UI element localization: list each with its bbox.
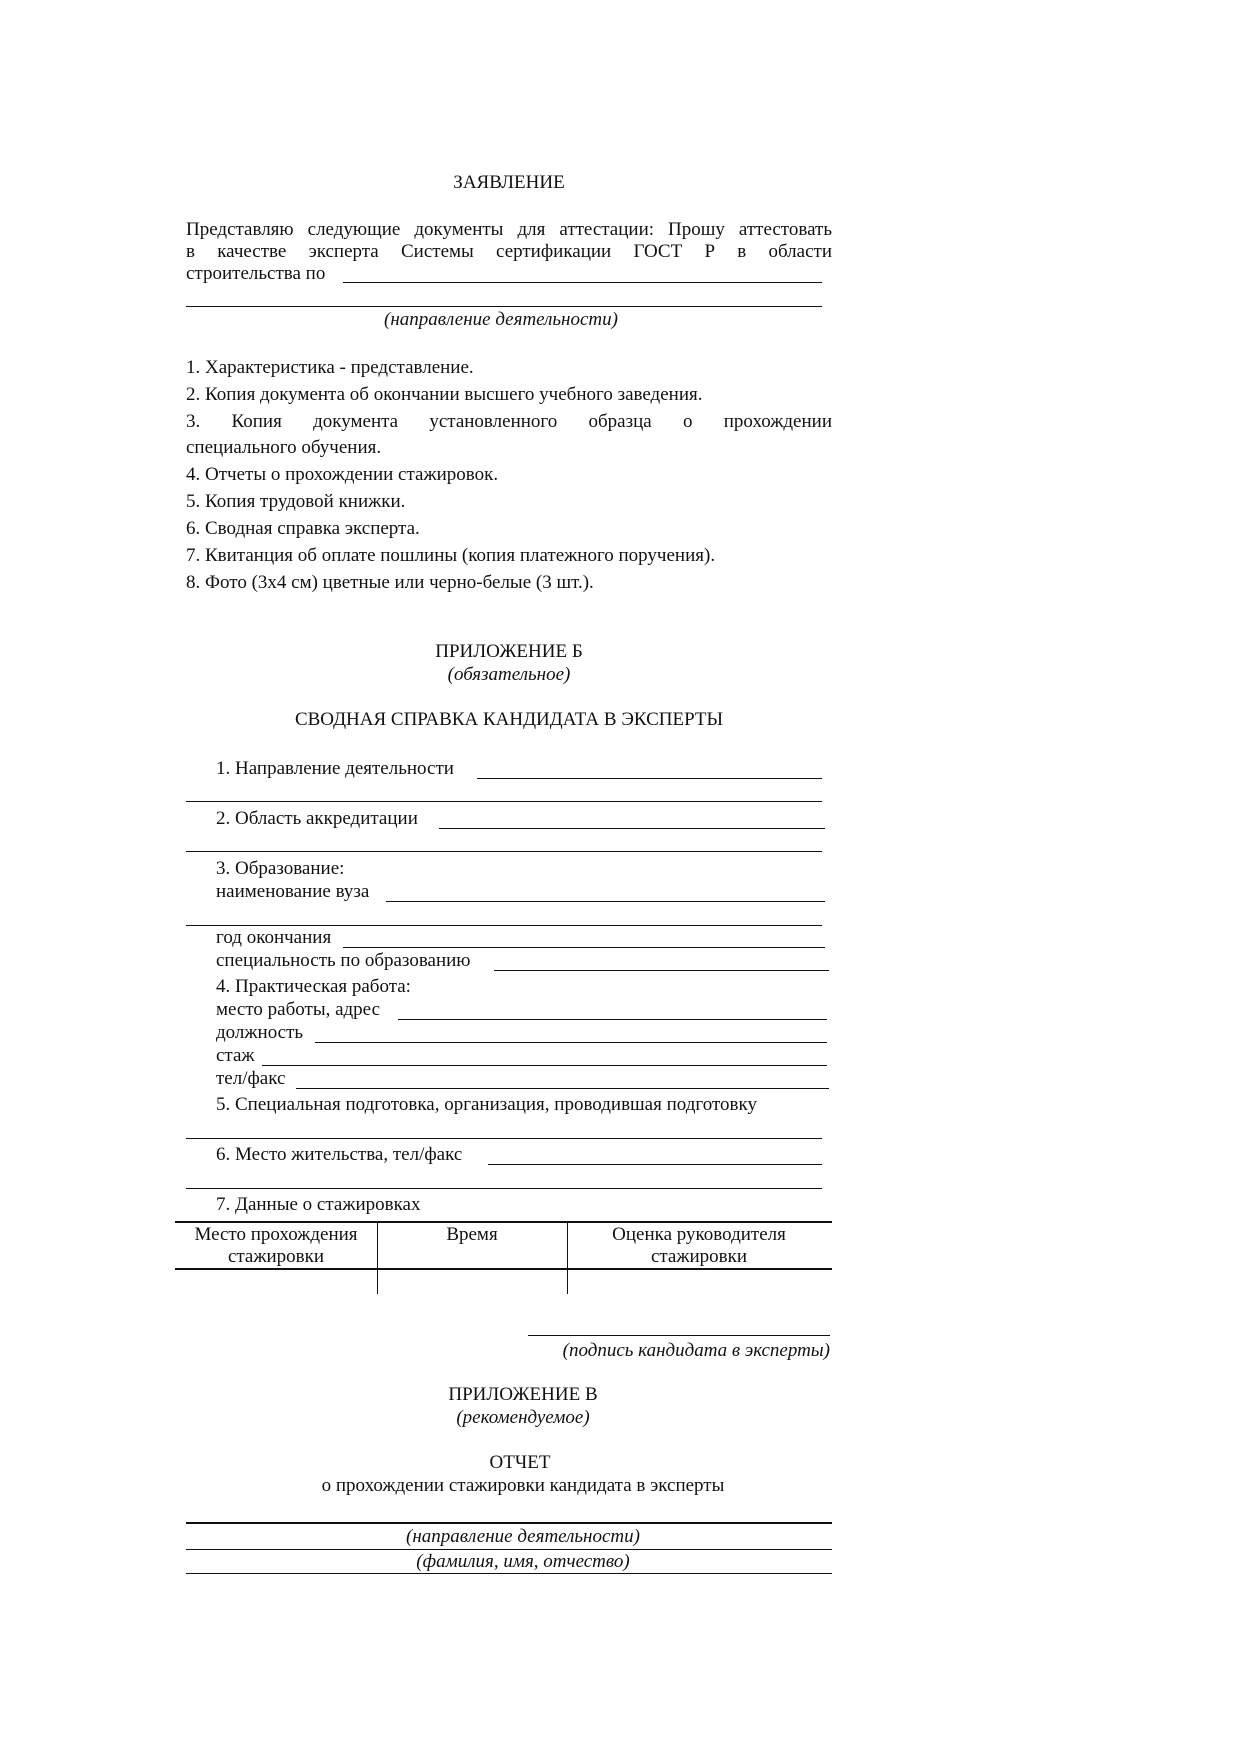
direction-caption-text: (направление деятельности) xyxy=(384,309,618,330)
field-position-line xyxy=(315,1042,827,1043)
report-name-line xyxy=(186,1549,832,1550)
table-header-place: Место прохождения стажировки xyxy=(194,1224,358,1267)
field-specialty-line xyxy=(494,970,829,971)
signature-caption: (подпись кандидата в эксперты) xyxy=(562,1340,830,1361)
report-direction-line xyxy=(186,1522,832,1524)
doc-item-8: 8. Фото (3х4 см) цветные или черно-белые (3 шт.). xyxy=(186,572,594,593)
field-position-label: должность xyxy=(216,1022,304,1043)
field-graduation-year-line xyxy=(343,947,825,948)
field-special-training-label: 5. Специальная подготовка, организация, проводившая подготовку xyxy=(216,1094,757,1115)
field-practical-label: 4. Практическая работа: xyxy=(216,976,411,997)
direction-blank-line-2 xyxy=(186,306,822,307)
appendix-v-subtitle: о прохождении стажировки кандидата в эксперты xyxy=(321,1475,725,1496)
appendix-v-title: ОТЧЕТ xyxy=(489,1452,551,1473)
doc-item-6: 6. Сводная справка эксперта. xyxy=(186,518,420,539)
table-header-border xyxy=(175,1268,832,1270)
table-top-border xyxy=(175,1221,832,1223)
application-intro-line3-text: строительства по xyxy=(186,263,326,284)
field-specialty-label: специальность по образованию xyxy=(216,950,471,971)
direction-blank-line xyxy=(343,282,822,283)
field-phone-line xyxy=(296,1088,829,1089)
field-direction-line xyxy=(477,778,822,779)
field-workplace-line xyxy=(398,1019,827,1020)
doc-item-7: 7. Квитанция об оплате пошлины (копия платежного поручения). xyxy=(186,545,716,566)
appendix-b-status: (обязательное) xyxy=(447,664,571,685)
report-name-caption: (фамилия, имя, отчество) xyxy=(416,1551,630,1572)
table-col-divider-2 xyxy=(567,1222,568,1294)
field-residence-line xyxy=(488,1164,822,1165)
field-university-label: наименование вуза xyxy=(216,881,370,902)
table-header-evaluation: Оценка руководителя стажировки xyxy=(612,1224,786,1267)
field-experience-line xyxy=(262,1065,827,1066)
doc-item-5: 5. Копия трудовой книжки. xyxy=(186,491,406,512)
appendix-b-heading: ПРИЛОЖЕНИЕ Б xyxy=(435,641,583,662)
field-residence-label: 6. Место жительства, тел/факс xyxy=(216,1144,463,1165)
application-title: ЗАЯВЛЕНИЕ xyxy=(453,172,565,193)
appendix-v-heading: ПРИЛОЖЕНИЕ В xyxy=(448,1384,598,1405)
field-accreditation-label: 2. Область аккредитации xyxy=(216,808,418,829)
field-workplace-label: место работы, адрес xyxy=(216,999,381,1020)
table-header-time: Время xyxy=(446,1224,498,1245)
doc-item-2: 2. Копия документа об окончании высшего учебного заведения. xyxy=(186,384,703,405)
field-education-label: 3. Образование: xyxy=(216,858,345,879)
field-accreditation-line-2 xyxy=(186,851,822,852)
table-col-divider-1 xyxy=(377,1222,378,1294)
appendix-b-title: СВОДНАЯ СПРАВКА КАНДИДАТА В ЭКСПЕРТЫ xyxy=(294,709,724,730)
doc-item-3: 3. Копия документа установленного образца о прохождении xyxy=(186,411,832,432)
field-university-line-2 xyxy=(186,925,822,926)
field-internships-label: 7. Данные о стажировках xyxy=(216,1194,421,1215)
field-accreditation-line xyxy=(439,828,825,829)
field-direction-label: 1. Направление деятельности xyxy=(216,758,454,779)
field-special-training-line xyxy=(186,1138,822,1139)
signature-line xyxy=(528,1335,830,1336)
doc-item-1: 1. Характеристика - представление. xyxy=(186,357,474,378)
field-phone-label: тел/факс xyxy=(216,1068,286,1089)
field-residence-line-2 xyxy=(186,1188,822,1189)
field-graduation-year-label: год окончания xyxy=(216,927,332,948)
application-intro-line3 xyxy=(186,263,325,285)
field-experience-label: стаж xyxy=(216,1045,255,1066)
report-bottom-line xyxy=(186,1573,832,1574)
field-direction-line-2 xyxy=(186,801,822,802)
direction-caption xyxy=(186,309,832,331)
doc-item-3-cont: специального обучения. xyxy=(186,437,382,458)
field-university-line xyxy=(386,901,825,902)
report-direction-caption: (направление деятельности) xyxy=(406,1526,640,1547)
application-intro-line2: в качестве эксперта Системы сертификации ГОСТ Р в области xyxy=(186,241,832,262)
doc-item-4: 4. Отчеты о прохождении стажировок. xyxy=(186,464,499,485)
appendix-v-status: (рекомендуемое) xyxy=(456,1407,590,1428)
application-intro-line1: Представляю следующие документы для аттестации: Прошу аттестовать xyxy=(186,219,832,240)
